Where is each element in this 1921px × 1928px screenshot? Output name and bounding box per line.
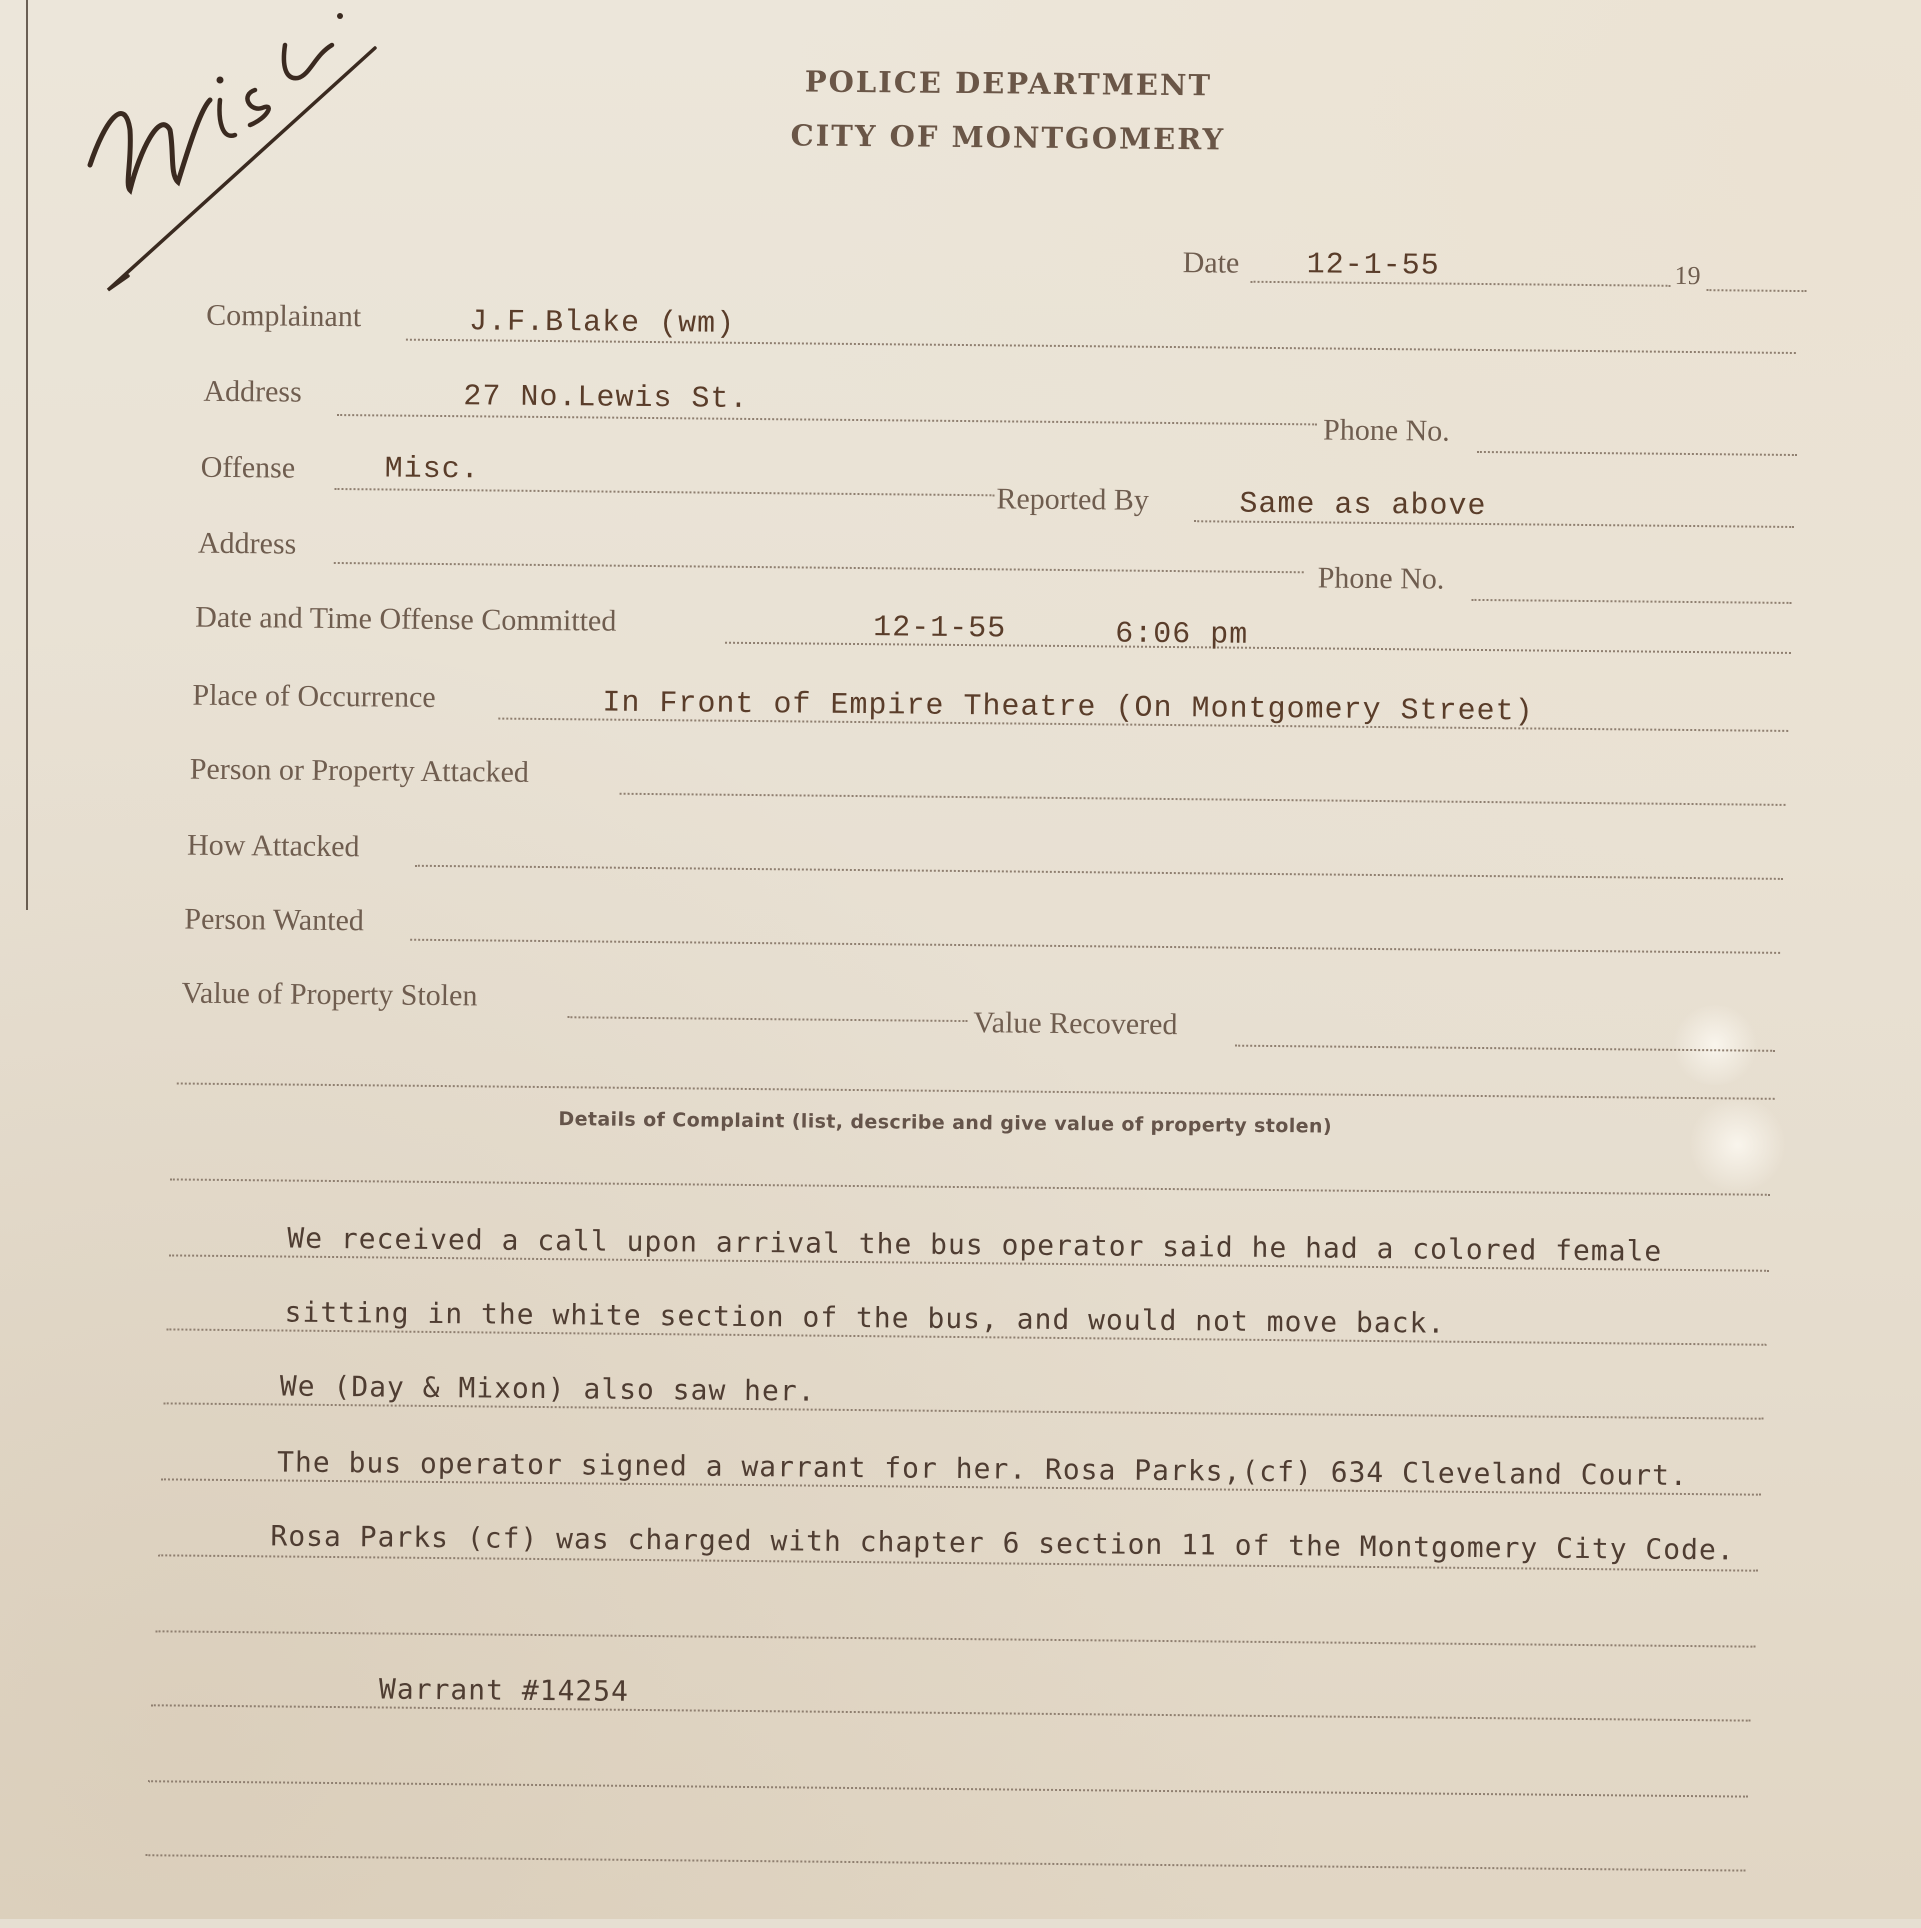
how-attacked-line	[415, 865, 1783, 880]
margin-note-text: Misc	[70, 0, 72, 1]
narrative-rule	[151, 1704, 1751, 1721]
date-label: Date	[1182, 246, 1240, 280]
value-recovered-line	[1235, 1045, 1775, 1052]
person-wanted-label: Person Wanted	[184, 902, 365, 938]
narrative-line-4: The bus operator signed a warrant for her. Rosa Parks,(cf) 634 Cleveland Court.	[276, 1445, 1688, 1493]
phone-line	[1477, 451, 1797, 456]
reported-by-value: Same as above	[1239, 487, 1487, 525]
warrant-number: Warrant #14254	[378, 1672, 630, 1708]
datetime-time-value: 6:06 pm	[1114, 617, 1249, 653]
address-line	[337, 414, 1317, 425]
narrative-rule	[148, 1780, 1748, 1797]
attacked-line	[620, 793, 1786, 806]
offense-label: Offense	[200, 450, 296, 485]
blank-line	[170, 1178, 1770, 1195]
address-label: Address	[203, 374, 302, 409]
datetime-date-value: 12-1-55	[873, 611, 1007, 647]
value-recovered-label: Value Recovered	[973, 1006, 1178, 1042]
blank-line	[177, 1082, 1775, 1099]
attacked-label: Person or Property Attacked	[189, 752, 530, 789]
value-stolen-label: Value of Property Stolen	[181, 976, 478, 1013]
narrative-rule	[145, 1854, 1745, 1871]
narrative-rule	[164, 1402, 1764, 1419]
narrative-line-1: We received a call upon arrival the bus operator said he had a colored female	[287, 1221, 1663, 1268]
complainant-line	[406, 339, 1796, 354]
address-value: 27 No.Lewis St.	[463, 380, 749, 417]
narrative-rule	[156, 1630, 1756, 1647]
place-value: In Front of Empire Theatre (On Montgomery Street)	[602, 686, 1534, 730]
year-line	[1706, 289, 1806, 292]
reported-address-line	[334, 562, 1304, 573]
city-title: CITY OF MONTGOMERY	[790, 118, 1226, 157]
place-label: Place of Occurrence	[192, 678, 436, 714]
complainant-value: J.F.Blake (wm)	[468, 305, 736, 342]
reported-phone-line	[1471, 599, 1791, 604]
narrative-line-5: Rosa Parks (cf) was charged with chapter 6 section 11 of the Montgomery City Code.	[270, 1519, 1735, 1567]
year-prefix: 19	[1674, 260, 1701, 291]
how-attacked-label: How Attacked	[186, 828, 360, 864]
complainant-label: Complainant	[205, 298, 362, 334]
reported-address-label: Address	[197, 526, 297, 561]
person-wanted-line	[410, 939, 1780, 954]
offense-value: Misc.	[384, 452, 480, 488]
reported-phone-label: Phone No.	[1317, 561, 1445, 596]
reported-by-label: Reported By	[996, 482, 1150, 517]
date-value: 12-1-55	[1306, 248, 1440, 284]
details-caption: Details of Complaint (list, describe and give value of property stolen)	[558, 1108, 1333, 1138]
datetime-label: Date and Time Offense Committed	[195, 600, 617, 638]
narrative-line-3: We (Day & Mixon) also saw her.	[279, 1369, 816, 1408]
department-title: POLICE DEPARTMENT	[804, 64, 1213, 103]
value-stolen-line	[567, 1016, 967, 1022]
narrative-line-2: sitting in the white section of the bus, and would not move back.	[284, 1295, 1446, 1340]
phone-label: Phone No.	[1322, 413, 1450, 448]
offense-line	[334, 488, 994, 496]
